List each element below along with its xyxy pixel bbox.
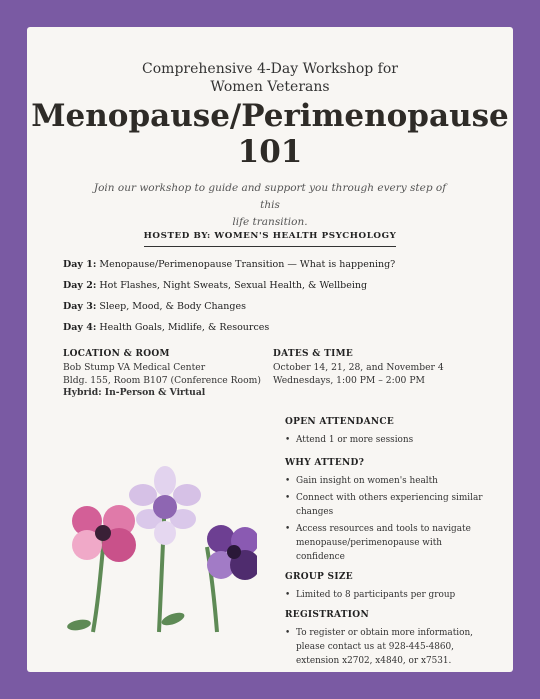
title-line-1: Menopause/Perimenopause	[31, 98, 509, 134]
location-line-2: Bldg. 155, Room B107 (Conference Room)	[63, 374, 261, 386]
list-item: • Limited to 8 participants per group	[285, 588, 490, 602]
dates-line-2: Wednesdays, 1:00 PM – 2:00 PM	[273, 374, 425, 386]
location-line-1: Bob Stump VA Medical Center	[63, 362, 206, 373]
day-3-text: Sleep, Mood, & Body Changes	[96, 301, 246, 312]
hosted-by-label: HOSTED BY: WOMEN'S HEALTH PSYCHOLOGY	[144, 231, 397, 247]
day-2-label: Day 2:	[63, 280, 97, 291]
leaf-left	[66, 618, 91, 632]
day-4	[63, 322, 269, 333]
flyer-card	[27, 27, 513, 672]
location-heading: LOCATION & ROOM	[63, 349, 170, 359]
open-attendance-list	[285, 433, 490, 447]
group-size-heading: GROUP SIZE	[285, 572, 353, 582]
list-item: • Gain insight on women's health	[285, 474, 490, 488]
intro-line-2: life transition.	[232, 216, 308, 228]
day-3-label: Day 3:	[63, 301, 97, 312]
day-1-label: Day 1:	[63, 259, 97, 270]
title-line-2: 101	[237, 134, 303, 170]
purple-flower	[207, 525, 257, 580]
dates-section	[273, 349, 444, 387]
why-attend-heading: WHY ATTEND?	[285, 458, 365, 468]
day-2	[63, 280, 367, 291]
day-4-text: Health Goals, Midlife, & Resources	[96, 322, 270, 333]
location-line-3: Hybrid: In-Person & Virtual	[63, 387, 206, 398]
intro-line-1: Join our workshop to guide and support you through every step of this	[93, 182, 447, 211]
details-column	[285, 417, 490, 671]
open-attendance-heading: OPEN ATTENDANCE	[285, 417, 395, 427]
list-item: • To register or obtain more information, please contact us at 928-445-4860, extension x2702, x4840, or x7531.	[285, 626, 490, 668]
list-item: • Attend 1 or more sessions	[285, 433, 490, 447]
location-section	[63, 349, 261, 400]
day-1-text: Menopause/Perimenopause Transition — What is happening?	[96, 259, 396, 270]
list-item: • Access resources and tools to navigate menopause/perimenopause with confidence	[285, 522, 490, 564]
registration-heading: REGISTRATION	[285, 610, 369, 620]
day-3	[63, 301, 246, 312]
hosted-by	[27, 223, 513, 247]
day-1	[63, 259, 395, 270]
flowers-illustration	[57, 437, 257, 637]
dates-heading: DATES & TIME	[273, 349, 354, 359]
day-4-label: Day 4:	[63, 322, 97, 333]
workshop-title	[27, 98, 513, 170]
group-size-list	[285, 588, 490, 602]
subtitle-line-1: Comprehensive 4-Day Workshop for	[142, 61, 398, 77]
workshop-subtitle	[27, 60, 513, 96]
leaf-middle	[160, 610, 186, 628]
registration-list	[285, 626, 490, 668]
subtitle-line-2: Women Veterans	[210, 79, 330, 95]
dates-line-1: October 14, 21, 28, and November 4	[273, 362, 444, 373]
day-2-text: Hot Flashes, Night Sweats, Sexual Health, & Wellbeing	[96, 280, 368, 291]
lilac-flower	[129, 466, 201, 545]
list-item: • Connect with others experiencing similar changes	[285, 491, 490, 519]
why-attend-list	[285, 474, 490, 564]
